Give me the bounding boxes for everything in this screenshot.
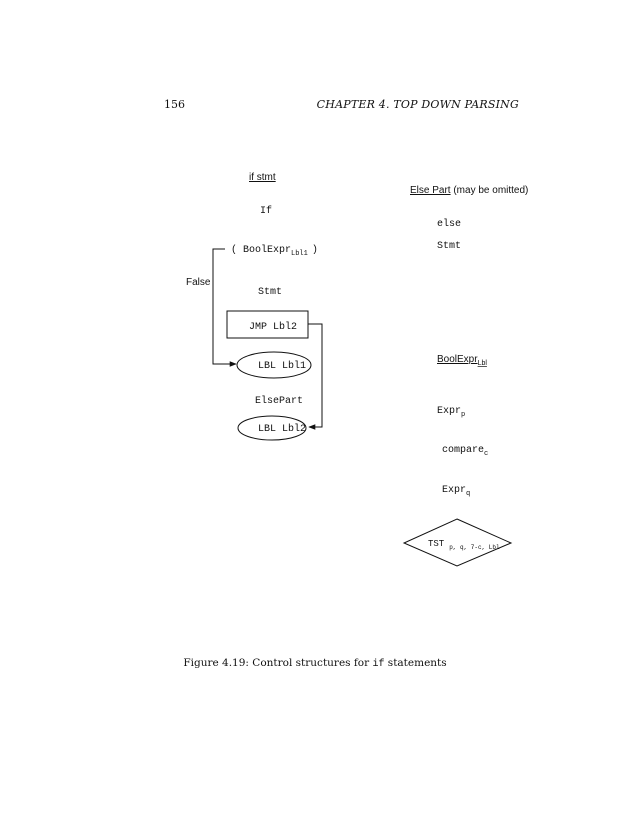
lbl2-label: LBL Lbl2: [258, 424, 307, 435]
compare-c: compare$_c$: [442, 445, 489, 458]
if-stmt-body: Stmt: [258, 287, 283, 298]
if-stmt-title: if stmt: [249, 172, 276, 183]
jump-arrow: [308, 324, 322, 427]
else-stmt: Stmt: [437, 241, 462, 252]
jmp-label: JMP Lbl2: [249, 322, 298, 333]
elsepart-label: ElsePart: [255, 396, 304, 407]
boolexpr-title: BoolExpr$_{Lbl}$: [437, 354, 487, 367]
false-branch-arrow: [213, 249, 236, 364]
if-keyword: If: [260, 206, 273, 217]
expr-p: Expr$_p$: [437, 406, 466, 419]
tst-label: TST $_{p, q, 7-c, Lbl}$: [428, 539, 500, 551]
tst-diamond: [404, 519, 511, 566]
boolexpr-line: ( BoolExpr$_{Lbl1}$ ): [231, 245, 318, 258]
false-label: False: [186, 277, 211, 288]
running-header: CHAPTER 4. TOP DOWN PARSING: [316, 98, 519, 111]
page-number: 156: [164, 98, 185, 111]
caption-code: if: [372, 659, 385, 670]
lbl1-label: LBL Lbl1: [258, 361, 307, 372]
elsepart-title: Else Part (may be omitted): [410, 185, 529, 196]
else-keyword: else: [437, 219, 462, 230]
figure-caption: Figure 4.19: Control structures for if statements: [183, 657, 447, 670]
expr-q: Expr$_q$: [442, 485, 471, 498]
